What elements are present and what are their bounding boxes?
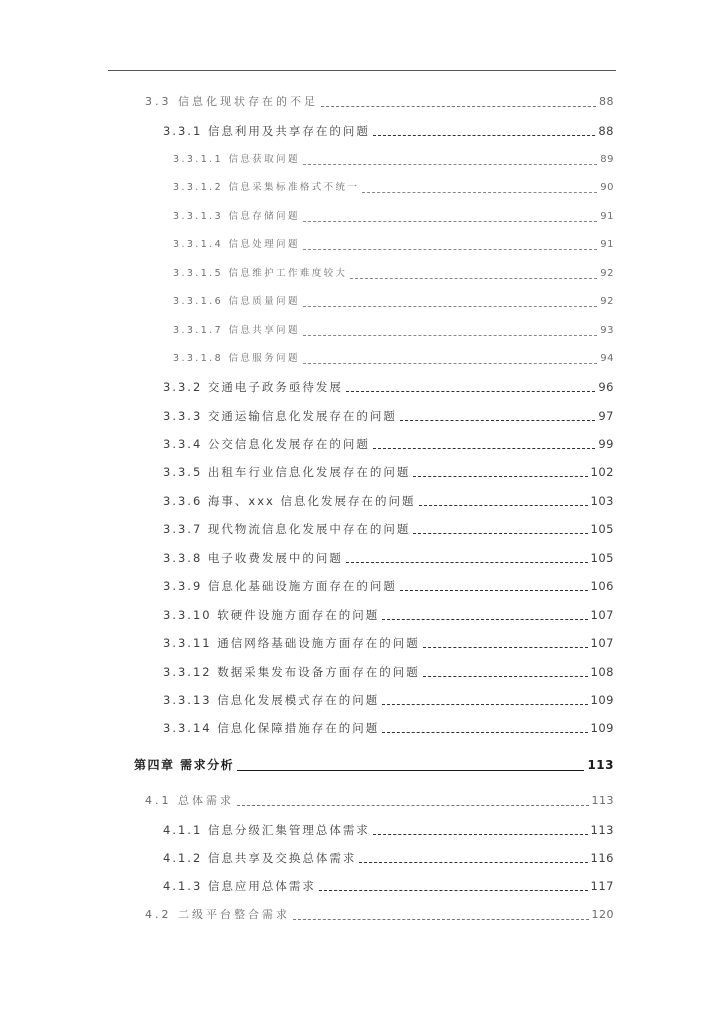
- toc-entry-title: 4.1.1 信息分级汇集管理总体需求: [163, 823, 370, 837]
- toc-entry-page: 108: [590, 665, 614, 679]
- toc-leader: [359, 862, 587, 863]
- toc-entry-page: 117: [590, 879, 614, 893]
- toc-entry[interactable]: [163, 550, 614, 566]
- toc-leader: [319, 890, 588, 891]
- toc-entry-title: 3.3.2 交通电子政务亟待发展: [163, 380, 343, 394]
- toc-entry-chapter[interactable]: [134, 757, 614, 773]
- toc-entry[interactable]: [163, 878, 614, 894]
- toc-entry-title: 3.3.12 数据采集发布设备方面存在的问题: [163, 665, 420, 679]
- toc-entry-page: 88: [599, 95, 614, 108]
- toc-entry-title: 3.3.13 信息化发展模式存在的问题: [163, 693, 380, 707]
- toc-entry-title: 3.3.1.5 信息维护工作难度较大: [173, 268, 348, 279]
- toc-entry-page: 93: [600, 325, 614, 336]
- toc-entry-page: 92: [600, 296, 614, 307]
- toc-leader: [350, 278, 597, 279]
- toc-entry[interactable]: [173, 209, 614, 225]
- toc-leader: [400, 590, 588, 591]
- toc-entry[interactable]: [163, 692, 614, 708]
- toc-entry-title: 3.3.1.4 信息处理问题: [173, 239, 300, 250]
- toc-leader: [423, 676, 588, 677]
- toc-leader: [373, 834, 588, 835]
- toc-leader: [413, 476, 587, 477]
- toc-leader: [303, 164, 597, 165]
- toc-entry[interactable]: [163, 664, 614, 680]
- toc-entry-title: 3.3.11 通信网络基础设施方面存在的问题: [163, 636, 420, 650]
- toc-entry-title: 4.1.2 信息共享及交换总体需求: [163, 851, 357, 865]
- toc-entry-title: 3.3.9 信息化基础设施方面存在的问题: [163, 579, 397, 593]
- toc-entry-page: 94: [600, 353, 614, 364]
- toc-leader: [237, 770, 584, 771]
- toc-entry-title: 3.3.6 海事、xxx 信息化发展存在的问题: [163, 494, 416, 508]
- toc-entry-title: 3.3.1.6 信息质量问题: [173, 296, 300, 307]
- toc-leader: [303, 335, 597, 336]
- toc-leader: [303, 249, 597, 250]
- toc-entry-title: 4.1.3 信息应用总体需求: [163, 879, 316, 893]
- toc-entry-page: 90: [600, 182, 614, 193]
- toc-entry-page: 107: [590, 636, 614, 650]
- toc-leader: [303, 306, 597, 307]
- toc-entry[interactable]: [163, 408, 614, 424]
- toc-entry-page: 103: [590, 494, 614, 508]
- toc-leader: [373, 135, 595, 136]
- toc-entry-title: 第四章 需求分析: [134, 758, 235, 772]
- toc-leader: [346, 391, 595, 392]
- toc-entry-title: 4.2 二级平台整合需求: [145, 908, 290, 921]
- toc-leader: [423, 647, 588, 648]
- toc-entry[interactable]: [145, 907, 614, 923]
- toc-leader: [419, 505, 588, 506]
- toc-entry-page: 120: [591, 908, 614, 921]
- toc-entry-title: 3.3.1.7 信息共享问题: [173, 325, 300, 336]
- toc-entry[interactable]: [173, 266, 614, 282]
- toc-entry[interactable]: [163, 436, 614, 452]
- toc-entry-page: 109: [590, 693, 614, 707]
- toc-entry-title: 3.3.1.2 信息采集标准格式不统一: [173, 182, 360, 193]
- toc-entry-page: 113: [590, 823, 614, 837]
- toc-entry-page: 91: [600, 211, 614, 222]
- toc-entry-page: 106: [590, 579, 614, 593]
- toc-entry-title: 3.3.10 软硬件设施方面存在的问题: [163, 608, 380, 622]
- toc-entry-page: 105: [590, 522, 614, 536]
- toc-entry-page: 107: [590, 608, 614, 622]
- toc-entry-title: 3.3.1.3 信息存储问题: [173, 211, 300, 222]
- toc-entry-page: 102: [590, 465, 614, 479]
- toc-leader: [321, 106, 596, 107]
- toc-leader: [400, 420, 595, 421]
- toc-entry[interactable]: [145, 94, 614, 110]
- toc-entry[interactable]: [163, 720, 614, 736]
- toc-entry-page: 113: [591, 794, 614, 807]
- toc-leader: [362, 192, 597, 193]
- toc-entry-page: 99: [598, 437, 614, 451]
- toc-leader: [346, 562, 588, 563]
- toc-entry[interactable]: [173, 237, 614, 253]
- toc-entry-title: 3.3.1 信息利用及共享存在的问题: [163, 124, 370, 138]
- toc-entry[interactable]: [163, 464, 614, 480]
- toc-entry[interactable]: [173, 180, 614, 196]
- toc-entry-title: 4.1 总体需求: [145, 794, 234, 807]
- toc-leader: [382, 732, 587, 733]
- toc-entry-page: 116: [590, 851, 614, 865]
- toc-entry-page: 96: [598, 380, 614, 394]
- toc-entry[interactable]: [163, 379, 614, 395]
- toc-entry[interactable]: [163, 123, 614, 139]
- toc-entry-page: 97: [598, 409, 614, 423]
- toc-leader: [303, 221, 597, 222]
- toc-entry-title: 3.3.1.8 信息服务问题: [173, 353, 300, 364]
- toc-entry[interactable]: [163, 607, 614, 623]
- toc-entry[interactable]: [173, 351, 614, 367]
- toc-entry-page: 91: [600, 239, 614, 250]
- toc-leader: [382, 704, 587, 705]
- toc-entry-title: 3.3.14 信息化保障措施存在的问题: [163, 721, 380, 735]
- toc-entry[interactable]: [163, 521, 614, 537]
- toc-entry[interactable]: [163, 635, 614, 651]
- toc-entry[interactable]: [163, 493, 614, 509]
- toc-entry-title: 3.3 信息化现状存在的不足: [145, 95, 318, 108]
- toc-entry-title: 3.3.8 电子收费发展中的问题: [163, 551, 343, 565]
- toc-entry[interactable]: [163, 850, 614, 866]
- toc-entry[interactable]: [173, 152, 614, 168]
- toc-entry-page: 89: [600, 154, 614, 165]
- toc-entry-title: 3.3.3 交通运输信息化发展存在的问题: [163, 409, 397, 423]
- toc-leader: [382, 619, 587, 620]
- toc-entry[interactable]: [163, 822, 614, 838]
- toc-entry-page: 88: [598, 124, 614, 138]
- toc-entry-page: 105: [590, 551, 614, 565]
- toc-entry-title: 3.3.1.1 信息获取问题: [173, 154, 300, 165]
- toc-leader: [373, 448, 595, 449]
- toc-leader: [293, 919, 589, 920]
- toc-entry-page: 92: [600, 268, 614, 279]
- toc-entry[interactable]: [163, 578, 614, 594]
- toc-leader: [413, 533, 587, 534]
- toc-entry[interactable]: [173, 323, 614, 339]
- toc-entry-title: 3.3.5 出租车行业信息化发展存在的问题: [163, 465, 411, 479]
- toc-leader: [303, 363, 597, 364]
- toc-entry[interactable]: [145, 793, 614, 809]
- toc-entry[interactable]: [173, 294, 614, 310]
- toc-entry-title: 3.3.4 公交信息化发展存在的问题: [163, 437, 370, 451]
- toc-entry-page: 113: [587, 758, 614, 772]
- toc-leader: [237, 805, 589, 806]
- toc-entry-page: 109: [590, 721, 614, 735]
- toc-entry-title: 3.3.7 现代物流信息化发展中存在的问题: [163, 522, 411, 536]
